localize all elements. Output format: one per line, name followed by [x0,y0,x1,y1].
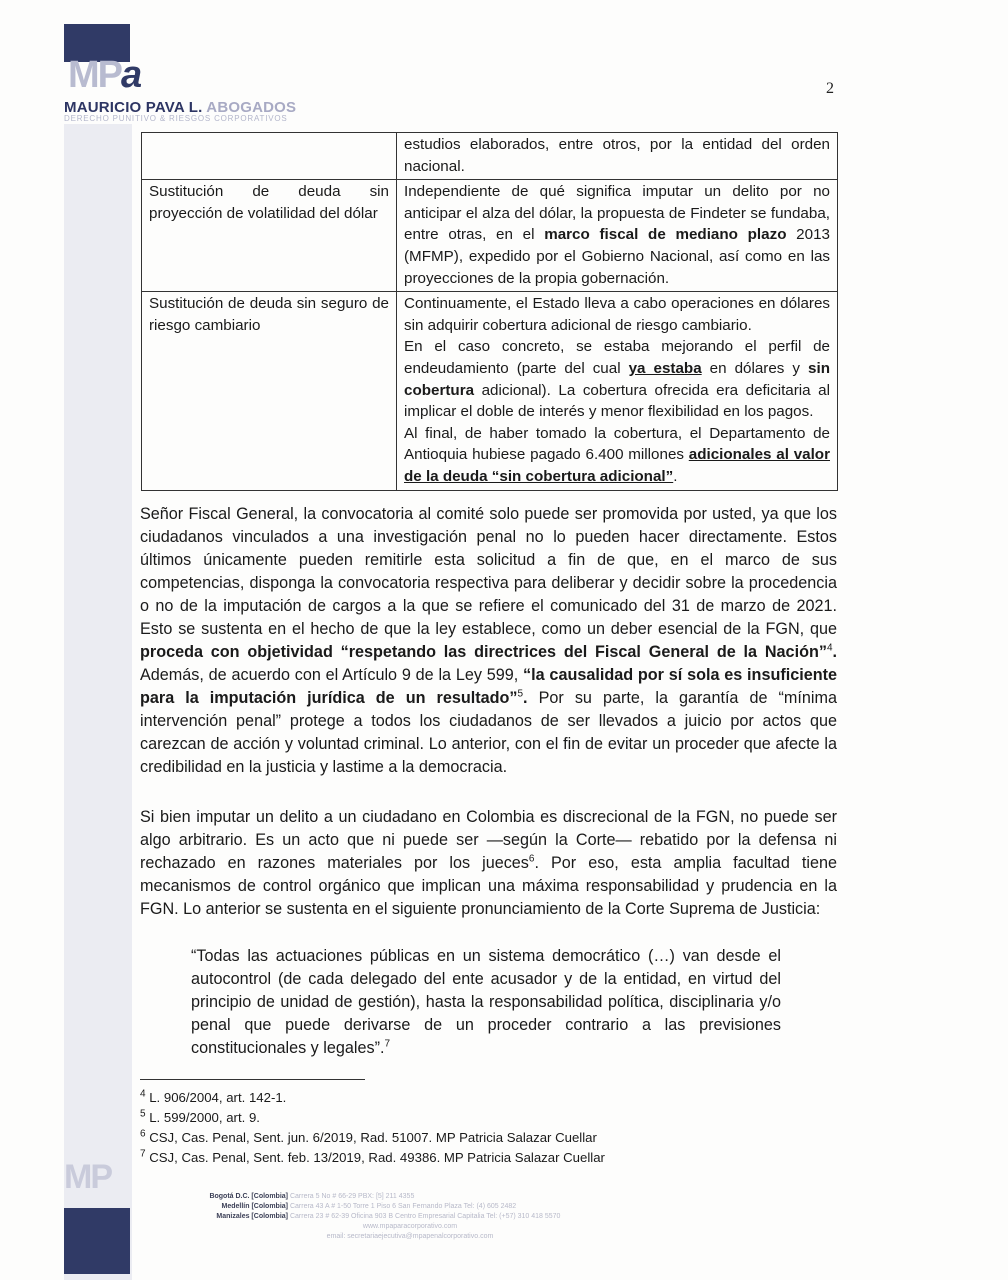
cell-paragraph: Continuamente, el Estado lleva a cabo operaciones en dólares sin adquirir cobertura adicional de riesgo cambiario. [404,295,830,334]
table-cell-left: Sustitución de deuda sin proyección de volatilidad del dólar [142,180,397,292]
block-quote: “Todas las actuaciones públicas en un sistema democrático (…) van desde el autocontrol (de cada delegado del ente acusador y de la entidad, en virtud del principio de unidad de gestión), hasta la responsabilidad política, disciplinaria y/o penal que puede derivarse de un proceder contrario a las previsiones constitucionales y legales”.$^7$ [191,947,781,1057]
cell-paragraph: En el caso concreto, se estaba mejorando el perfil de endeudamiento (parte del cual ya estaba en dólares y sin cobertura adicional). La cobertura ofrecida era deficitaria al implicar el doble de interés y menor flexibilidad en los pagos. [404,338,830,421]
table-row [142,292,838,490]
footnote: $^4$ L. 906/2004, art. 142-1. [140,1088,287,1105]
body-paragraph-2: Si bien imputar un delito a un ciudadano en Colombia es discrecional de la FGN, no puede ser algo arbitrario. Es un acto que ni puede ser —según la Corte— rebatido por la defensa ni rechazado en razones materiales por los jueces$^6$. Por eso, esta amplia facultad tiene mecanismos de control orgánico que implican una máxima responsabilidad y prudencia en la FGN. Lo anterior se sustenta en el siguiente pronunciamiento de la Corte Suprema de Justicia: [140,808,837,918]
office-row: Bogotá D.C. [Colombia] Carrera 5 No # 66-29 PBX: [5] 211 4355 [209,1193,415,1200]
website: www.mpaparacorporativo.com [362,1223,458,1230]
office-row: Medellín [Colombia] Carrera 43 A # 1-50 Torre 1 Piso 6 San Fernando Plaza Tel: (4) 605 2482 [221,1203,517,1210]
table-cell-left: Sustitución de deuda sin seguro de riesgo cambiario [142,292,397,490]
table-cell-right [397,292,838,490]
table-cell-left [142,133,397,180]
table-cell-right: estudios elaborados, entre otros, por la entidad del orden nacional. [397,133,838,180]
firm-subtitle: DERECHO PUNITIVO & RIESGOS CORPORATIVOS [64,114,288,123]
table-cell-right: Independiente de qué significa imputar un delito por no anticipar el alza del dólar, la propuesta de Findeter se fundaba, entre otras, en el marco fiscal de mediano plazo 2013 (MFMP), expedido por el Gobierno Nacional, así como en las proyecciones de la propia gobernación. [397,180,838,292]
page-number: 2 [826,80,834,97]
argument-table [141,132,838,491]
table-row [142,133,838,180]
footer-logo-block [64,1208,130,1274]
footnote: $^6$ CSJ, Cas. Penal, Sent. jun. 6/2019, Rad. 51007. MP Patricia Salazar Cuellar [140,1128,597,1145]
firm-logo: MPa [68,54,141,96]
footer-logo: MP [64,1158,111,1196]
footnote: $^7$ CSJ, Cas. Penal, Sent. feb. 13/2019, Rad. 49386. MP Patricia Salazar Cuellar [140,1148,605,1165]
sidebar-decoration [64,124,132,1280]
footnote-divider [140,1079,365,1080]
footnote: $^5$ L. 599/2000, art. 9. [140,1108,260,1125]
cell-paragraph: Al final, de haber tomado la cobertura, el Departamento de Antioquia hubiese pagado 6.400 millones adicionales al valor de la deuda “sin cobertura adicional”. [404,424,830,485]
body-paragraph-1: Señor Fiscal General, la convocatoria al comité solo puede ser promovida por usted, ya que los ciudadanos vinculados a una investigación penal no lo pueden hacer directamente. Estos últimos únicamente pueden remitirle esta solicitud a fin de que, en el marco de sus competencias, disponga la convocatoria respectiva para deliberar y decidir sobre la procedencia o no de la imputación de cargos a la que se refiere el comunicado del 31 de marzo de 2021. Esto se sustenta en el hecho de que la ley establece, como un deber esencial de la FGN, que proceda con objetividad “respetando las directrices del Fiscal General de la Nación”$^4$. Además, de acuerdo con el Artículo 9 de la Ley 599, “la causalidad por sí sola es insuficiente para la imputación jurídica de un resultado”$^5$. Por su parte, la garantía de “mínima intervención penal” protege a todos los ciudadanos de ser llevados a juicio por actos que carezcan de acción y voluntad criminal. Lo anterior, con el fin de evitar un proceder que afecte la credibilidad en la justicia y lastime a la democracia. [140,505,838,776]
firm-name: MAURICIO PAVA L. ABOGADOS [64,99,297,116]
table-row [142,180,838,292]
footnotes [140,1088,605,1168]
email: email: secretariaejecutiva@mpapenalcorporativo.com [326,1233,494,1240]
office-addresses [170,1192,590,1242]
office-row: Manizales [Colombia] Carrera 23 # 62-39 Oficina 903 B Centro Empresarial Capitalia Tel: (+57) 310 418 5570 [216,1213,561,1220]
